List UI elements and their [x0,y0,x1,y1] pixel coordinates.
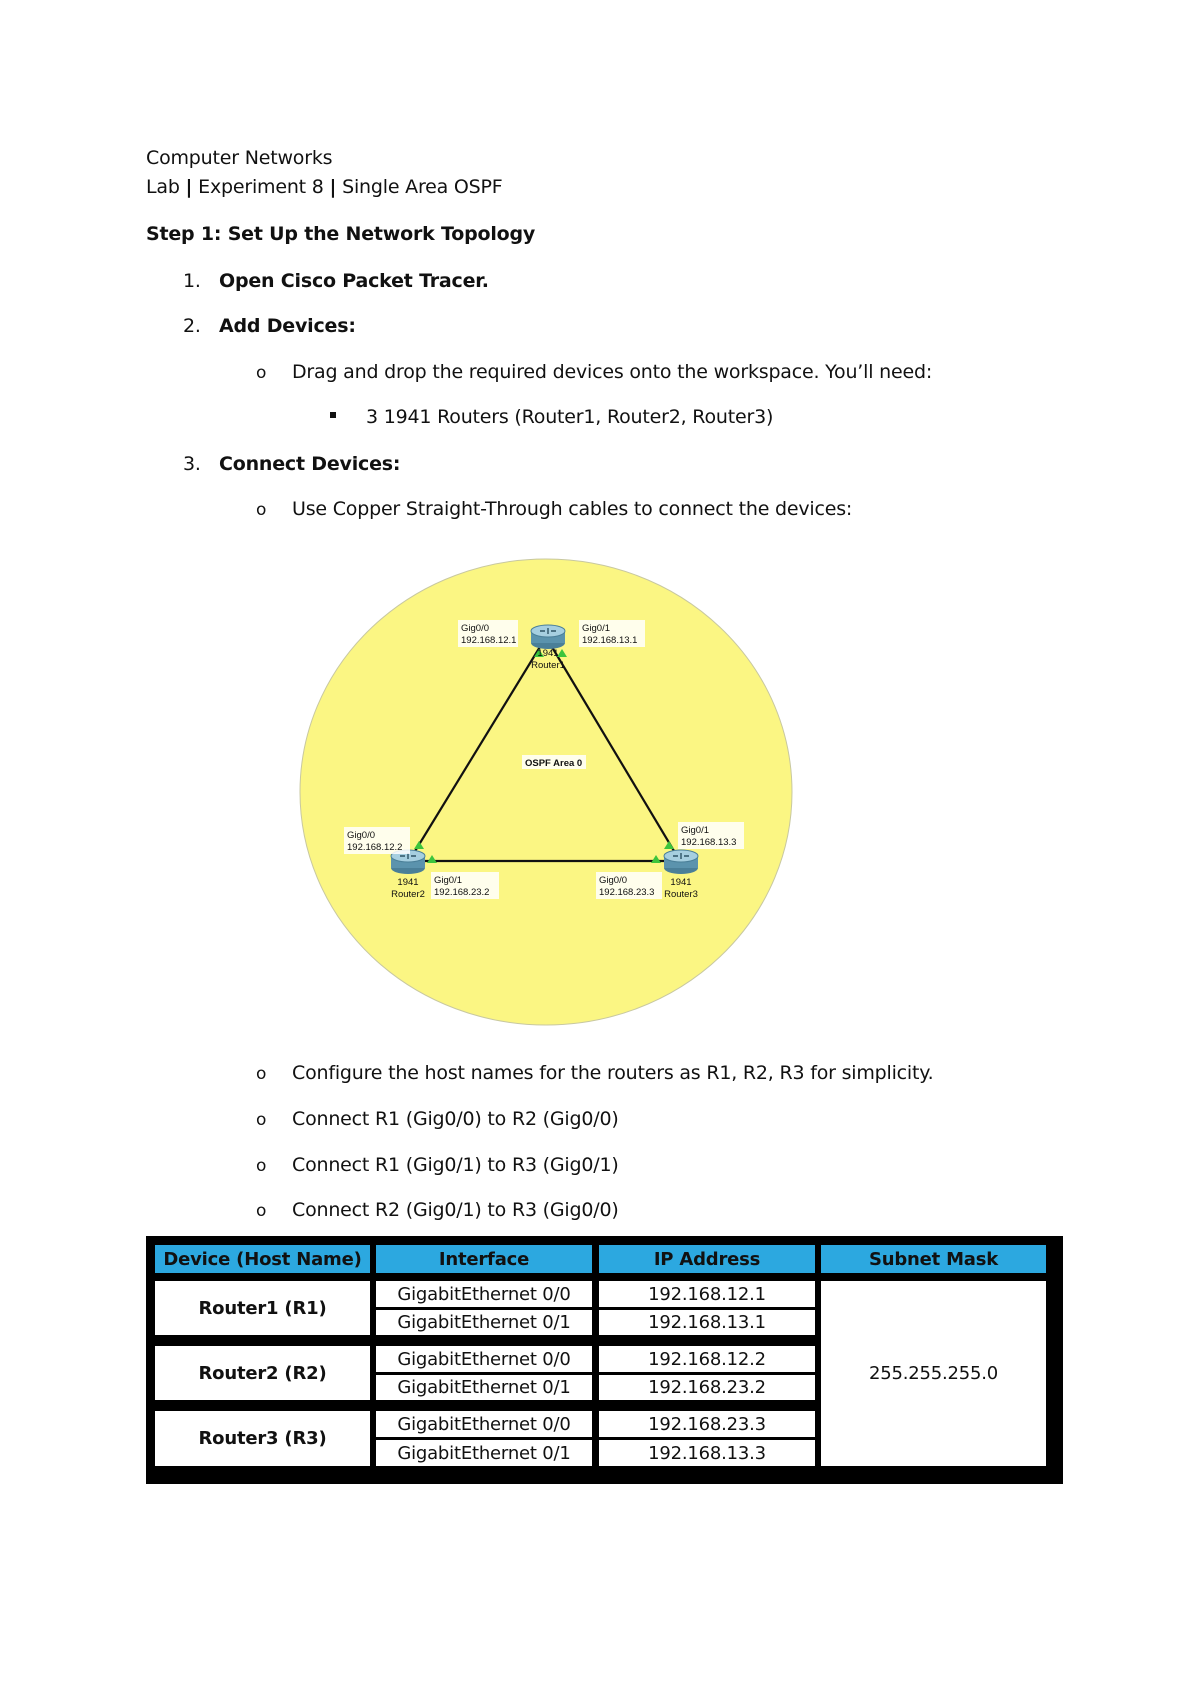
bullet-o-icon: o [256,500,267,520]
iface-name: Gig0/1 [681,825,709,836]
ip-cell: 192.168.23.3 [599,1411,815,1437]
iface-ip: 192.168.13.3 [681,837,737,848]
connect-r1-r3-text: Connect R1 (Gig0/1) to R3 (Gig0/1) [292,1154,619,1176]
iface-ip: 192.168.12.2 [347,842,403,853]
course-title: Computer Networks [146,147,333,169]
router-icon [664,850,698,874]
config-hostnames-text: Configure the host names for the routers as R1, R2, R3 for simplicity. [292,1062,934,1084]
router-name: Router3 [664,889,698,900]
iface-name: Gig0/1 [582,623,610,634]
item-number-2: 2. [183,315,201,337]
device-cell: Router3 (R3) [155,1411,370,1466]
ip-cell: 192.168.12.2 [599,1346,815,1372]
iface-name: Gig0/1 [434,875,462,886]
item-label-3: Connect Devices: [219,453,401,475]
interface-cell: GigabitEthernet 0/0 [376,1411,592,1437]
bullet-o-icon: o [256,1110,267,1130]
router-model: 1941 [670,877,692,888]
iface-ip: 192.168.13.1 [582,635,638,646]
router-name: Router2 [391,889,425,900]
interface-cell: GigabitEthernet 0/1 [376,1440,592,1466]
square-bullet-icon [330,412,336,418]
device-cell: Router1 (R1) [155,1281,370,1335]
bullet-o-icon: o [256,363,267,383]
interface-cell: GigabitEthernet 0/0 [376,1346,592,1372]
separator-2: | [329,176,337,198]
router-name: Router1 [531,660,565,671]
ip-cell: 192.168.23.2 [599,1375,815,1400]
item-label-2: Add Devices: [219,315,356,337]
interface-cell: GigabitEthernet 0/1 [376,1310,592,1335]
add-devices-sub: Drag and drop the required devices onto the workspace. You’ll need: [292,361,933,383]
column-header: Device (Host Name) [155,1245,370,1273]
connect-sub: Use Copper Straight-Through cables to connect the devices: [292,498,853,520]
iface-name: Gig0/0 [599,875,627,886]
item-number-3: 3. [183,453,201,475]
add-devices-subsub: 3 1941 Routers (Router1, Router2, Router3) [366,406,774,428]
interface-cell: GigabitEthernet 0/1 [376,1375,592,1400]
connect-r2-r3-text: Connect R2 (Gig0/1) to R3 (Gig0/0) [292,1199,619,1221]
router-icon [531,625,565,649]
column-header: Subnet Mask [821,1245,1046,1273]
item-label-1: Open Cisco Packet Tracer. [219,270,489,292]
ip-cell: 192.168.13.1 [599,1310,815,1335]
separator-1: | [185,176,193,198]
router-model: 1941 [397,877,419,888]
interface-cell: GigabitEthernet 0/0 [376,1281,592,1307]
lab-subtitle [146,175,503,199]
lab-topic: Single Area OSPF [342,176,503,198]
bullet-o-icon: o [256,1201,267,1221]
bullet-o-icon: o [256,1064,267,1084]
iface-ip: 192.168.23.3 [599,887,655,898]
subnet-mask-cell: 255.255.255.0 [821,1281,1046,1466]
router-model: 1941 [537,648,559,659]
step-heading: Step 1: Set Up the Network Topology [146,223,536,245]
topology-svg [296,555,796,1030]
iface-ip: 192.168.12.1 [461,635,517,646]
lab-prefix: Lab [146,176,180,198]
iface-name: Gig0/0 [347,830,375,841]
iface-name: Gig0/0 [461,623,489,634]
connect-r1-r2-text: Connect R1 (Gig0/0) to R2 (Gig0/0) [292,1108,619,1130]
column-header: Interface [376,1245,592,1273]
ip-cell: 192.168.12.1 [599,1281,815,1307]
experiment-label: Experiment 8 [198,176,324,198]
ospf-area-label: OSPF Area 0 [525,758,583,769]
addressing-table [146,1236,1063,1484]
device-cell: Router2 (R2) [155,1346,370,1400]
bullet-o-icon: o [256,1156,267,1176]
topology-diagram [296,555,796,1030]
iface-ip: 192.168.23.2 [434,887,490,898]
ip-cell: 192.168.13.3 [599,1440,815,1466]
column-header: IP Address [599,1245,815,1273]
item-number-1: 1. [183,270,201,292]
